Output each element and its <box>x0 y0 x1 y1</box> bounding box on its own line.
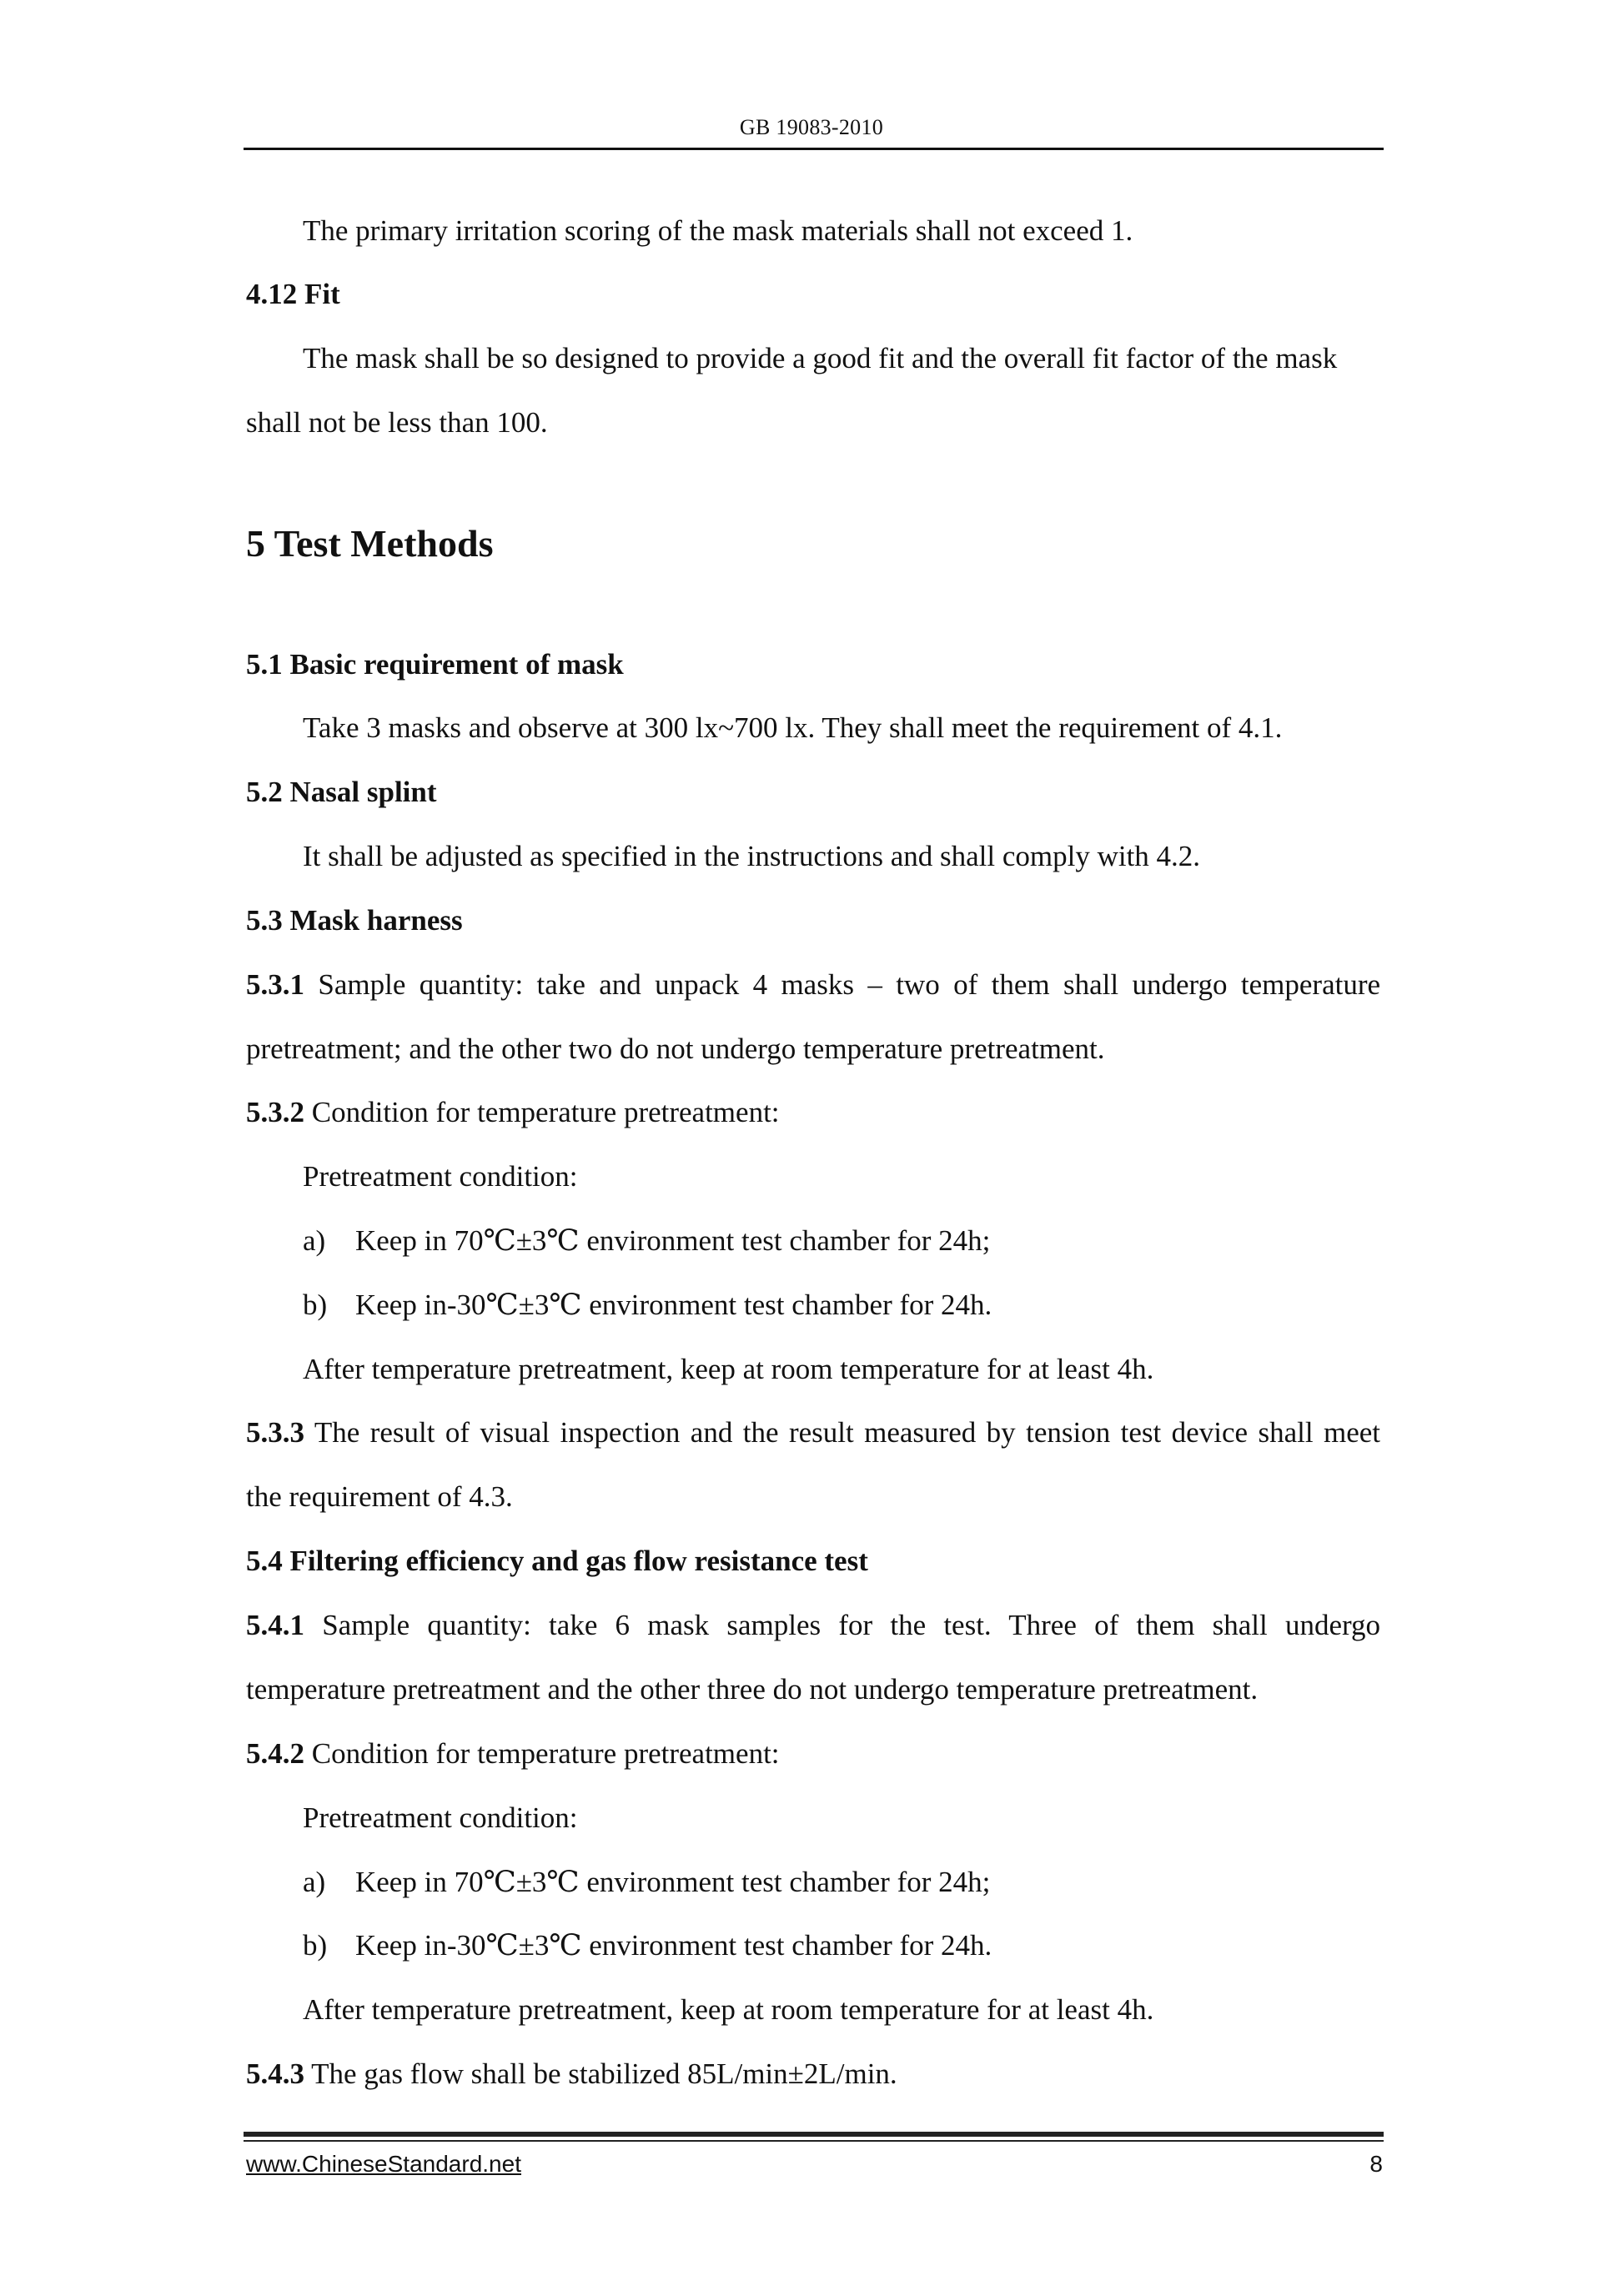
clause-5-3-1-line-1 <box>246 968 1380 1002</box>
clause-text: The gas flow shall be stabilized 85L/min±2L/min. <box>311 2057 897 2090</box>
paragraph-fit-line-1: The mask shall be so designed to provide a good fit and the overall fit factor of the mask <box>303 342 1338 374</box>
list-item-text: Keep in 70℃±3℃ environment test chamber for 24h; <box>355 1866 991 1898</box>
clause-5-4-1-line-1 <box>246 1609 1380 1642</box>
heading-4-12: 4.12 Fit <box>246 278 340 310</box>
list-marker: b) <box>303 1289 328 1321</box>
heading-5-4: 5.4 Filtering efficiency and gas flow resistance test <box>246 1545 868 1577</box>
list-item-text: Keep in 70℃±3℃ environment test chamber for 24h; <box>355 1224 991 1257</box>
heading-5-3: 5.3 Mask harness <box>246 904 463 937</box>
header-rule <box>244 148 1384 150</box>
clause-5-4-2 <box>246 1737 780 1771</box>
list-item-a <box>303 1224 990 1258</box>
list-marker: a) <box>303 1866 326 1898</box>
clause-5-3-3-line-2: the requirement of 4.3. <box>246 1480 513 1513</box>
paragraph-irritation: The primary irritation scoring of the mask materials shall not exceed 1. <box>303 214 1133 247</box>
page-number: 8 <box>1369 2151 1383 2177</box>
clause-text: Condition for temperature pretreatment: <box>311 1737 780 1770</box>
clause-text: The result of visual inspection and the result measured by tension test device shall meet <box>314 1416 1381 1449</box>
clause-number: 5.3.1 <box>246 968 304 1001</box>
clause-5-3-3-line-1 <box>246 1416 1380 1449</box>
after-pretreatment-note: After temperature pretreatment, keep at room temperature for at least 4h. <box>303 1353 1154 1385</box>
list-marker: a) <box>303 1224 326 1257</box>
clause-text: Condition for temperature pretreatment: <box>311 1096 780 1128</box>
footer-website-link[interactable]: www.ChineseStandard.net <box>246 2151 521 2177</box>
clause-text: Sample quantity: take and unpack 4 masks – two of them shall undergo temperature <box>318 968 1381 1001</box>
clause-5-4-1-line-2: temperature pretreatment and the other three do not undergo temperature pretreatment. <box>246 1673 1259 1706</box>
pretreatment-condition-label: Pretreatment condition: <box>303 1160 578 1193</box>
heading-section-5: 5 Test Methods <box>246 522 494 565</box>
list-item-b <box>303 1929 992 1962</box>
pretreatment-condition-label: Pretreatment condition: <box>303 1801 578 1834</box>
heading-5-1: 5.1 Basic requirement of mask <box>246 648 624 681</box>
after-pretreatment-note: After temperature pretreatment, keep at room temperature for at least 4h. <box>303 1993 1154 2026</box>
clause-number: 5.3.2 <box>246 1096 304 1128</box>
clause-5-4-3 <box>246 2057 897 2091</box>
list-item-text: Keep in-30℃±3℃ environment test chamber for 24h. <box>355 1289 992 1321</box>
clause-number: 5.4.1 <box>246 1609 304 1641</box>
clause-5-3-1-line-2: pretreatment; and the other two do not undergo temperature pretreatment. <box>246 1032 1105 1065</box>
clause-number: 5.4.3 <box>246 2057 304 2090</box>
paragraph-5-2: It shall be adjusted as specified in the instructions and shall comply with 4.2. <box>303 840 1201 872</box>
clause-5-3-2 <box>246 1096 780 1129</box>
list-item-a <box>303 1866 990 1899</box>
paragraph-5-1: Take 3 masks and observe at 300 lx~700 lx. They shall meet the requirement of 4.1. <box>303 711 1283 744</box>
list-marker: b) <box>303 1929 328 1962</box>
header-standard-number: GB 19083-2010 <box>739 115 884 139</box>
list-item-b <box>303 1289 992 1322</box>
footer-rule-thin <box>244 2140 1384 2142</box>
clause-number: 5.4.2 <box>246 1737 304 1770</box>
footer-rule-thick <box>244 2132 1384 2137</box>
heading-5-2: 5.2 Nasal splint <box>246 776 437 808</box>
list-item-text: Keep in-30℃±3℃ environment test chamber for 24h. <box>355 1929 992 1962</box>
clause-text: Sample quantity: take 6 mask samples for the test. Three of them shall undergo <box>322 1609 1381 1641</box>
paragraph-fit-line-2: shall not be less than 100. <box>246 406 548 439</box>
clause-number: 5.3.3 <box>246 1416 304 1449</box>
